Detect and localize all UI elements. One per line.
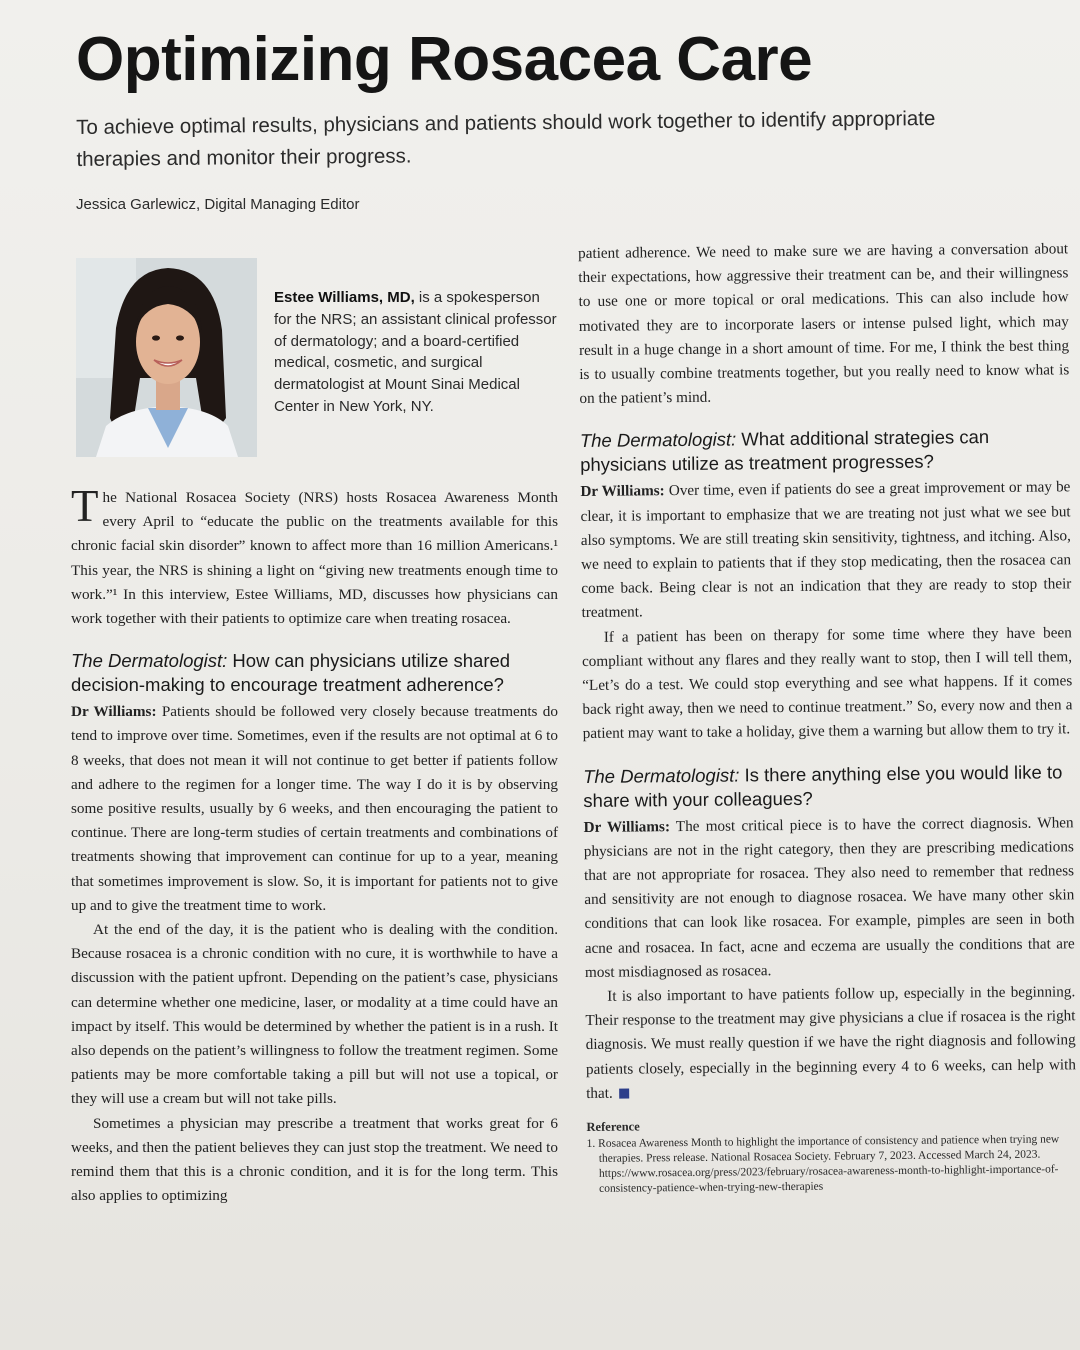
- drop-cap: T: [71, 481, 99, 531]
- answer-1-paragraph-1: [71, 700, 558, 918]
- author-name: Estee Williams, MD,: [274, 289, 415, 306]
- speaker-label: Dr Williams:: [580, 482, 665, 501]
- speaker-label: Dr Williams:: [71, 703, 157, 721]
- answer-2-text-1: Over time, even if patients do see a great improvement or may be clear, it is important to emphasize that we are treating not just what we see but also symptoms. We are still treating skin sensitivity, tightness, and itching. Also, we need to explain to patients that if they stop medicating, then the rosacea can come back. Being clear is not an indication that they are ready to stop their treatment.: [580, 478, 1072, 622]
- reference-section: [586, 1115, 1077, 1197]
- article-title: Optimizing Rosacea Care: [76, 25, 813, 94]
- answer-3-paragraph-1: [584, 811, 1076, 985]
- answer-1-text-1: Patients should be followed very closely because treatments do tend to improve over time. Sometimes, even if the results are not optimal at 6 to 8 weeks, that does not mean it will not continue to get better if patients follow and adhere to the regimen for a longer time. The way I do it is by observing some positive results, usually by 6 weeks, and then encouraging the patient to continue. There are long-term studies of certain treatments and combinations of treatments showing that improvement can continue for up to a year, meaning that sometimes improvement is slow. So, it is important for patients not to give up and to give the treatment time to work.: [71, 703, 558, 914]
- answer-3-text-2: It is also important to have patients follow up, especially in the beginning. Their response to the treatment may give physicians a clue if rosacea is the right diagnosis. We must really question if we have the right diagnosis and following patients closely, especially in the beginning every 4 to 6 weeks, can help with that.: [585, 983, 1076, 1102]
- author-bio: [274, 287, 559, 418]
- magazine-label: The Dermatologist:: [583, 764, 740, 787]
- end-of-article-mark: [619, 1088, 629, 1098]
- answer-3-text-1: The most critical piece is to have the correct diagnosis. When physicians are not in the right category, then they are prescribing medications that are not appropriate for rosacea. They also need to remember that redness and sensitivity are not enough to diagnose rosacea. We have many other skin conditions that can look like rosacea. For example, pimples are seen in both acne and rosacea. In fact, acne and eczema are usually the conditions that are most misdiagnosed as rosacea.: [583, 813, 1075, 981]
- answer-2-paragraph-2: If a patient has been on therapy for some time where they have been compliant without any flares and they really want to stop, then I will tell them, “Let’s do a test. We could stop everything and see what happens. If it comes back right away, then we need to continue treatment.” So, every now and then a patient may want to take a holiday, give them a warning but allow them to try it.: [581, 623, 1073, 743]
- magazine-label: The Dermatologist:: [579, 428, 737, 452]
- right-column: [578, 237, 1077, 1197]
- question-3-heading: [583, 760, 1073, 813]
- magazine-label: The Dermatologist:: [71, 650, 228, 672]
- question-2-heading: [580, 425, 1070, 478]
- portrait-illustration: [76, 258, 257, 457]
- left-column: [71, 481, 558, 1208]
- question-1-text: How can physicians utilize shared decision-making to encourage treatment adherence?: [71, 650, 511, 696]
- answer-1-paragraph-2: At the end of the day, it is the patient who is dealing with the condition. Because rosacea is a chronic condition with no cure, it is worthwhile to have a discussion with the patient upfront. Depending on the patient’s case, physicians can determine whether one medicine, laser, or modality at a time could have an impact by itself. This would be determined by whether the patient is in a rush. It also depends on the patient’s willingness to follow the treatment regimen. Some patients may be more comfortable taking a pill but will not use a topical, or they will use a cream but will not take pills.: [71, 921, 558, 1108]
- answer-1-paragraph-3: Sometimes a physician may prescribe a treatment that works great for 6 weeks, and then the patient believes they can just stop the treatment. We need to remind them that this is a chronic condition, and it is for the long term. This also applies to optimizing: [71, 1114, 558, 1205]
- reference-item: 1. Rosacea Awareness Month to highlight the importance of consistency and patience when trying new therapies. Press release. National Rosacea Society. February 7, 2023. Accessed March 24, 2023. https://www.rosacea.org/press/2023/february/rosacea-awareness-month-to-highlight-importance-of-consistency-patience-when-trying-new-therapies: [586, 1133, 1060, 1195]
- speaker-label: Dr Williams:: [583, 817, 671, 836]
- article-byline: Jessica Garlewicz, Digital Managing Editor: [76, 196, 360, 213]
- intro-text: he National Rosacea Society (NRS) hosts Rosacea Awareness Month every April to “educate the public on the treatments available for this chronic facial skin disorder” known to affect more than 16 million Americans.¹ This year, the NRS is shining a light on “giving new treatments enough time to work.”¹ In this interview, Estee Williams, MD, discusses how physicians can work together with their patients to optimize care when treating rosacea.: [71, 489, 558, 628]
- intro-paragraph: [71, 481, 558, 631]
- author-photo: [76, 258, 257, 457]
- question-3-text: Is there anything else you would like to share with your colleagues?: [583, 761, 1063, 811]
- question-1-heading: [71, 649, 558, 697]
- answer-2-paragraph-1: [580, 476, 1071, 626]
- answer-3-paragraph-2: [585, 980, 1076, 1106]
- author-bio-text: is a spokesperson for the NRS; an assistant clinical professor of dermatology; and a board-certified medical, cosmetic, and surgical dermatologist at Mount Sinai Medical Center in New York, NY.: [274, 289, 557, 415]
- article-deck: To achieve optimal results, physicians and patients should work together to identify appropriate therapies and monitor their progress.: [76, 107, 936, 171]
- answer-1-paragraph-3-continued: patient adherence. We need to make sure we are having a conversation about their expectations, how aggressive their treatment can be, and their willingness to use one or more topical or oral medications. This can also include how motivated they are to incorporate lasers or intense pulsed light, which may result in a huge change in a short amount of time. For me, I think the best thing is to usually combine treatments together, but you really need to know what is on the patient’s mind.: [578, 240, 1070, 408]
- reference-heading: Reference: [586, 1119, 640, 1135]
- question-2-text: What additional strategies can physicians utilize as treatment progresses?: [580, 426, 990, 476]
